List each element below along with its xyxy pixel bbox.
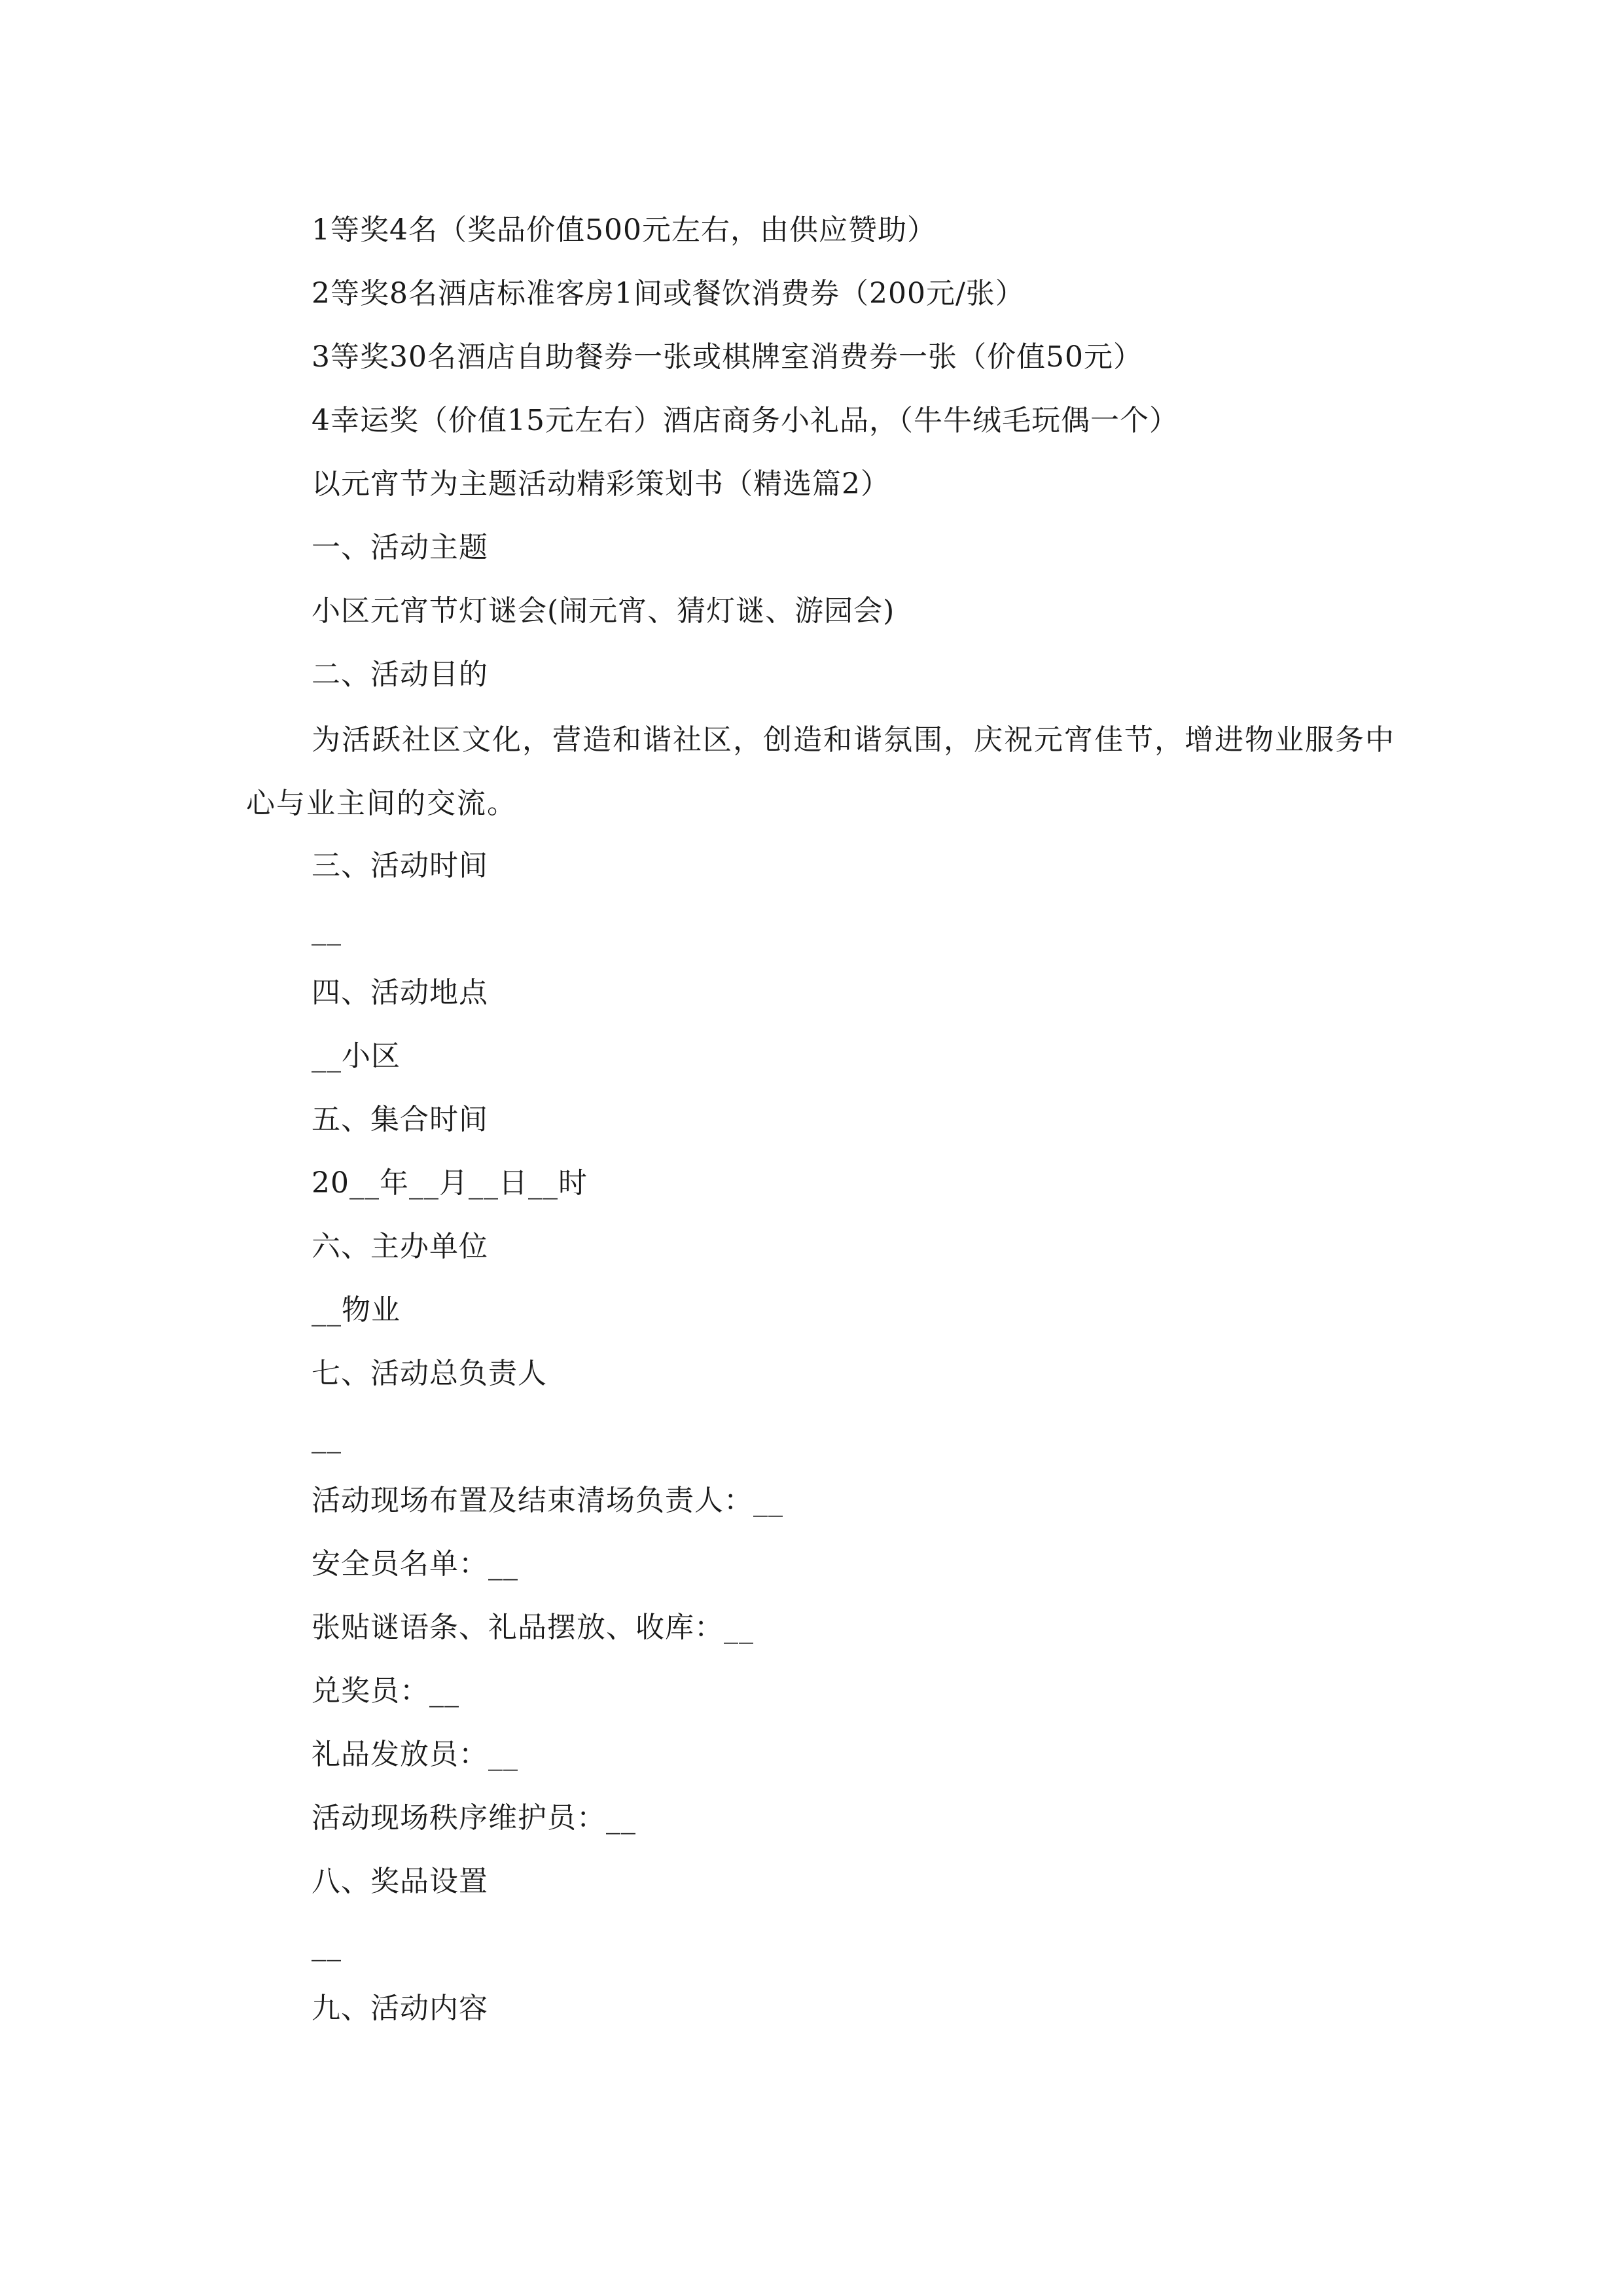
time-blank: __ bbox=[312, 912, 342, 946]
heading-theme: 一、活动主题 bbox=[312, 531, 488, 564]
heading-content: 九、活动内容 bbox=[312, 1992, 488, 2025]
heading-time: 三、活动时间 bbox=[312, 849, 488, 882]
safety-list: 安全员名单：__ bbox=[312, 1547, 518, 1581]
riddle-posting: 张贴谜语条、礼品摆放、收库：__ bbox=[312, 1611, 754, 1644]
prizes-blank: __ bbox=[312, 1928, 342, 1962]
purpose-paragraph: 为活跃社区文化，营造和谐社区，创造和谐氛围，庆祝元宵佳节，增进物业服务中心与业主间的交流。 bbox=[246, 723, 1395, 820]
heading-gather-time: 五、集合时间 bbox=[312, 1103, 488, 1136]
prize-first: 1等奖4名（奖品价值500元左右，由供应赞助） bbox=[312, 213, 936, 247]
gather-time-text: 20__年__月__日__时 bbox=[312, 1166, 588, 1200]
prize-third: 3等奖30名酒店自助餐券一张或棋牌室消费券一张（价值50元） bbox=[312, 340, 1143, 374]
section-heading: 以元宵节为主题活动精彩策划书（精选篇2） bbox=[312, 467, 890, 501]
heading-lead: 七、活动总负责人 bbox=[312, 1357, 547, 1390]
heading-prizes: 八、奖品设置 bbox=[312, 1865, 488, 1898]
theme-text: 小区元宵节灯谜会(闹元宵、猜灯谜、游园会) bbox=[312, 594, 895, 628]
lead-blank: __ bbox=[312, 1420, 342, 1454]
order-staff: 活动现场秩序维护员：__ bbox=[312, 1801, 636, 1835]
redeem-staff: 兑奖员：__ bbox=[312, 1674, 459, 1708]
heading-location: 四、活动地点 bbox=[312, 976, 488, 1009]
heading-purpose: 二、活动目的 bbox=[312, 658, 488, 691]
setup-lead: 活动现场布置及结束清场负责人：__ bbox=[312, 1484, 783, 1517]
heading-organizer: 六、主办单位 bbox=[312, 1230, 488, 1263]
prize-lucky: 4幸运奖（价值15元左右）酒店商务小礼品，（牛牛绒毛玩偶一个） bbox=[312, 404, 1179, 437]
location-text: __小区 bbox=[312, 1039, 401, 1073]
organizer-text: __物业 bbox=[312, 1293, 401, 1327]
prize-second: 2等奖8名酒店标准客房1间或餐饮消费券（200元/张） bbox=[312, 277, 1025, 310]
gift-staff: 礼品发放员：__ bbox=[312, 1738, 518, 1771]
